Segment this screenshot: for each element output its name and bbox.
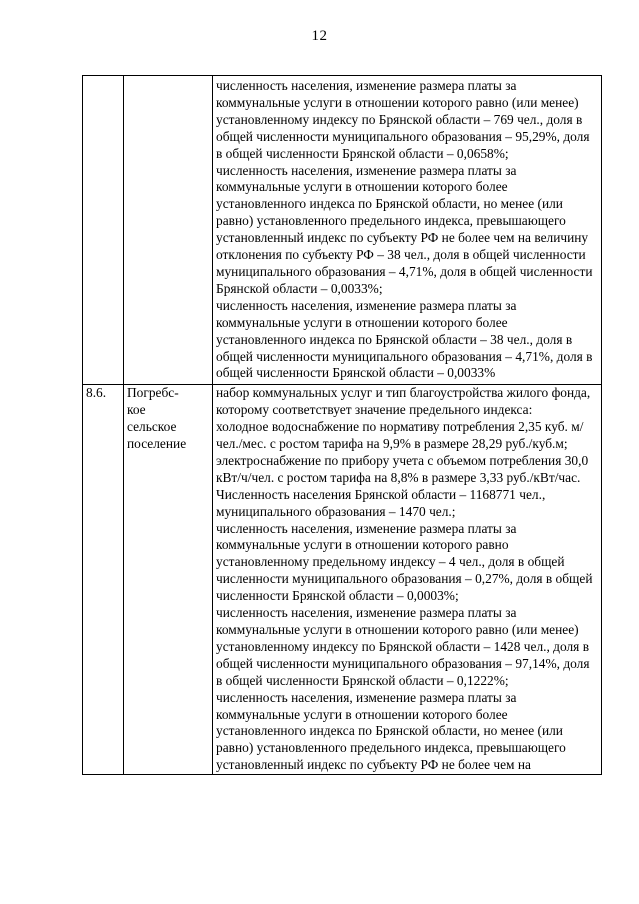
row-number-cell [83, 76, 124, 385]
index-table [82, 75, 602, 775]
paragraph: численность населения, изменение размера платы за коммунальные услуги в отношении которого равно (или менее) установленному индексу по Брянской области – 769 чел., доля в общей численности муниципального образования – 95,29%, доля в общей численности Брянской области – 0,0658%; [216, 78, 590, 161]
paragraph: численность населения, изменение размера платы за коммунальные услуги в отношении которого более установленного индекса по Брянской области, но менее (или равно) установленного предельного индекса, превышающего установленный индекс по субъекту РФ не более чем на [216, 689, 566, 773]
paragraph: набор коммунальных услуг и тип благоустройства жилого фонда, которому соответствует значение предельного индекса: [216, 385, 591, 418]
paragraph: Численность населения Брянской области – 1168771 чел., муниципального образования – 1470 чел.; [216, 486, 546, 519]
table-row [83, 385, 602, 775]
paragraph: численность населения, изменение размера платы за коммунальные услуги в отношении которого более установленного индекса по Брянской области – 38 чел., доля в общей численности муниципального образования – 4,71%, доля в общей численности Брянской области – 0,0033% [216, 297, 593, 381]
municipality-name-cell [124, 385, 213, 775]
row-number: 8.6. [86, 385, 107, 401]
paragraph: численность населения, изменение размера платы за коммунальные услуги в отношении которого равно установленному предельному индексу – 4 чел., доля в общей численности муниципального образования – 0,27%, доля в общей численности Брянской области – 0,0003%; [216, 520, 593, 604]
municipality-name: Погребс- кое сельское поселение [127, 385, 187, 452]
paragraph: численность населения, изменение размера платы за коммунальные услуги в отношении которого более установленного индекса по Брянской области, но менее (или равно) установленного предельного индекса, превышающего установленный индекс по субъекту РФ не более чем на величину отклонения по субъекту РФ – 38 чел., доля в общей численности муниципального образования – 4,71%, доля в общей численности Брянской области – 0,0033%; [216, 162, 593, 296]
paragraph: электроснабжение по прибору учета с объемом потребления 30,0 кВт/ч/чел. с ростом тарифа на 8,8% в размере 3,33 руб./кВт/час. [216, 452, 589, 485]
row-number-cell [83, 385, 124, 775]
table-row [83, 76, 602, 385]
description-cell [213, 76, 602, 385]
municipality-name-cell [124, 76, 213, 385]
paragraph: холодное водоснабжение по нормативу потребления 2,35 куб. м/чел./мес. с ростом тарифа на 9,9% в размере 28,29 руб./куб.м; [216, 419, 584, 452]
description-cell [213, 385, 602, 775]
page-number: 12 [311, 28, 328, 44]
paragraph: численность населения, изменение размера платы за коммунальные услуги в отношении которого равно (или менее) установленному индексу по Брянской области – 1428 чел., доля в общей численности муниципального образования – 97,14%, доля в общей численности Брянской области – 0,1222%; [216, 605, 590, 688]
